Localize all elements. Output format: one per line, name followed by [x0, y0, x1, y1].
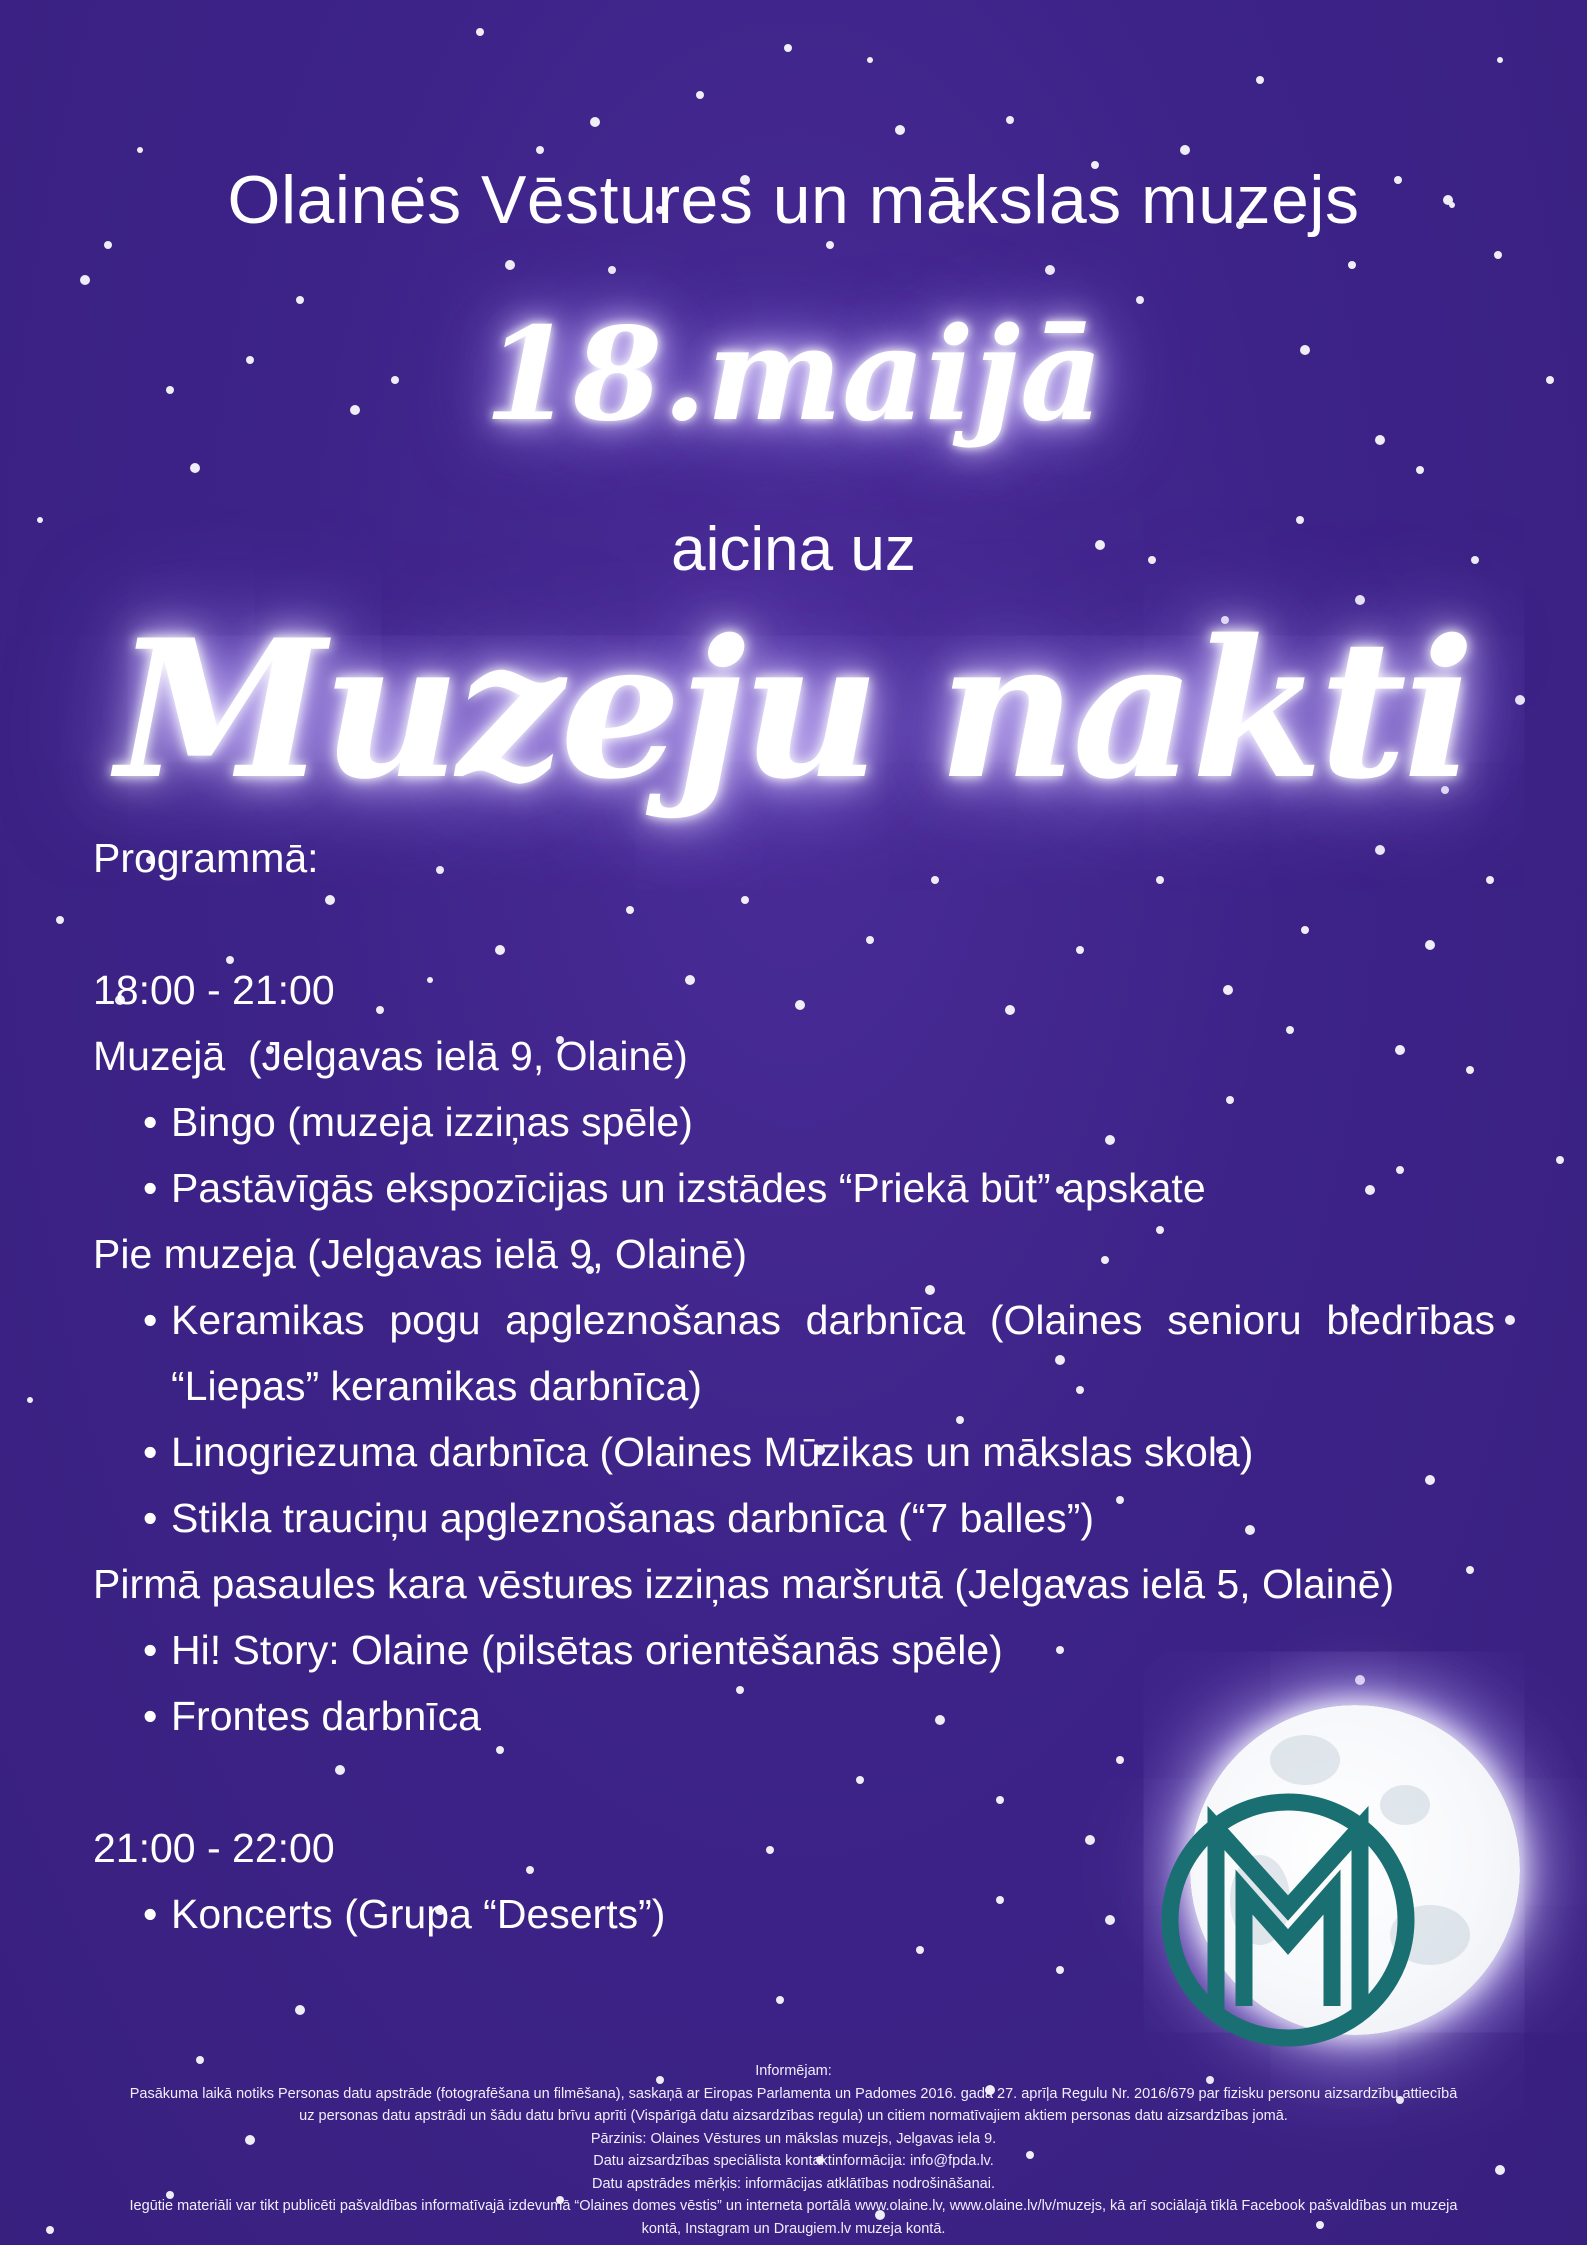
bullet: •	[143, 1165, 158, 1211]
info-line: Informējam:	[755, 2063, 832, 2079]
list-item-text: Pastāvīgās ekspozīcijas un izstādes “Priekā būt” apskate	[171, 1165, 1206, 1211]
list-item	[93, 1485, 1495, 1551]
list-item	[93, 1287, 1495, 1419]
bullet: •	[143, 1099, 158, 1145]
location-museum: Muzejā (Jelgavas ielā 9, Olainē)	[93, 1033, 688, 1079]
museum-m-logo-icon	[1158, 1790, 1418, 2050]
location-museum-list	[93, 1089, 1495, 1221]
list-item-text: Hi! Story: Olaine (pilsētas orientēšanās spēle)	[171, 1627, 1003, 1673]
location-near-museum: Pie muzeja (Jelgavas ielā 9, Olainē)	[93, 1231, 748, 1277]
info-line: kontā, Instagram un Draugiem.lv muzeja kontā.	[641, 2220, 946, 2237]
event-title: Muzeju nakti	[115, 598, 1472, 821]
info-line: Datu apstrādes mērķis: informācijas atklātības nodrošināšanai.	[592, 2175, 995, 2192]
info-line: Pasākuma laikā notiks Personas datu apstrāde (fotografēšana un filmēšana), saskaņā ar Eiropas Parlamenta un Padomes 2016. gada 27. aprīļa Regulu Nr. 2016/679 par fizisku personu aizsardzību attiecībā	[129, 2085, 1458, 2102]
list-item-text: Linogriezuma darbnīca (Olaines Mūzikas un mākslas skola)	[171, 1429, 1254, 1475]
spacer	[93, 891, 1495, 957]
list-item	[93, 1617, 1495, 1683]
moon-crater	[1270, 1735, 1340, 1785]
info-line: uz personas datu apstrādi un šādu datu brīvu aprīti (Vispārīgā datu aizsardzības regula) un citiem normatīvajiem aktiem personas datu aizsardzības jomā.	[299, 2108, 1288, 2124]
list-item	[93, 1089, 1495, 1155]
location-ww1-route: Pirmā pasaules kara vēstures izziņas maršrutā (Jelgavas ielā 5, Olainē)	[93, 1561, 1395, 1607]
list-item-text: Frontes darbnīca	[171, 1693, 481, 1739]
info-line: Datu aizsardzības speciālista kontaktinformācija: info@fpda.lv.	[593, 2153, 994, 2169]
list-item	[93, 1419, 1495, 1485]
list-item-text: Bingo (muzeja izziņas spēle)	[171, 1099, 693, 1145]
bullet: •	[143, 1891, 158, 1937]
list-item	[93, 1155, 1495, 1221]
bullet: •	[143, 1627, 158, 1673]
location-near-museum-list	[93, 1287, 1495, 1551]
bullet: •	[143, 1429, 158, 1475]
time-slot-1: 18:00 - 21:00	[93, 967, 335, 1013]
info-line: Iegūtie materiāli var tikt publicēti pašvaldības informatīvajā izdevumā “Olaines domes vēstis” un interneta portālā www.olaine.lv, www.olaine.lv/lv/muzejs, kā arī sociālajā tīklā Facebook pašvaldības un muzeja	[129, 2198, 1458, 2214]
bullet: •	[143, 1297, 158, 1343]
info-footer	[20, 2060, 1567, 2240]
list-item-text: Stikla trauciņu apgleznošanas darbnīca (“7 balles”)	[171, 1495, 1095, 1541]
museum-name: Olaines Vēstures un mākslas muzejs	[227, 162, 1360, 238]
bullet: •	[143, 1693, 158, 1739]
list-item-text: Koncerts (Grupa “Deserts”)	[171, 1891, 666, 1937]
event-date: 18.maijā	[484, 300, 1103, 450]
list-item-text: Keramikas pogu apgleznošanas darbnīca (Olaines senioru biedrības “Liepas” keramikas darbnīca)	[171, 1297, 1495, 1409]
time-slot-2: 21:00 - 22:00	[93, 1825, 335, 1871]
invite-text: aicina uz	[671, 515, 916, 584]
program-heading: Programmā:	[93, 835, 319, 881]
bullet: •	[143, 1495, 158, 1541]
info-line: Pārzinis: Olaines Vēstures un mākslas muzejs, Jelgavas iela 9.	[590, 2130, 997, 2147]
